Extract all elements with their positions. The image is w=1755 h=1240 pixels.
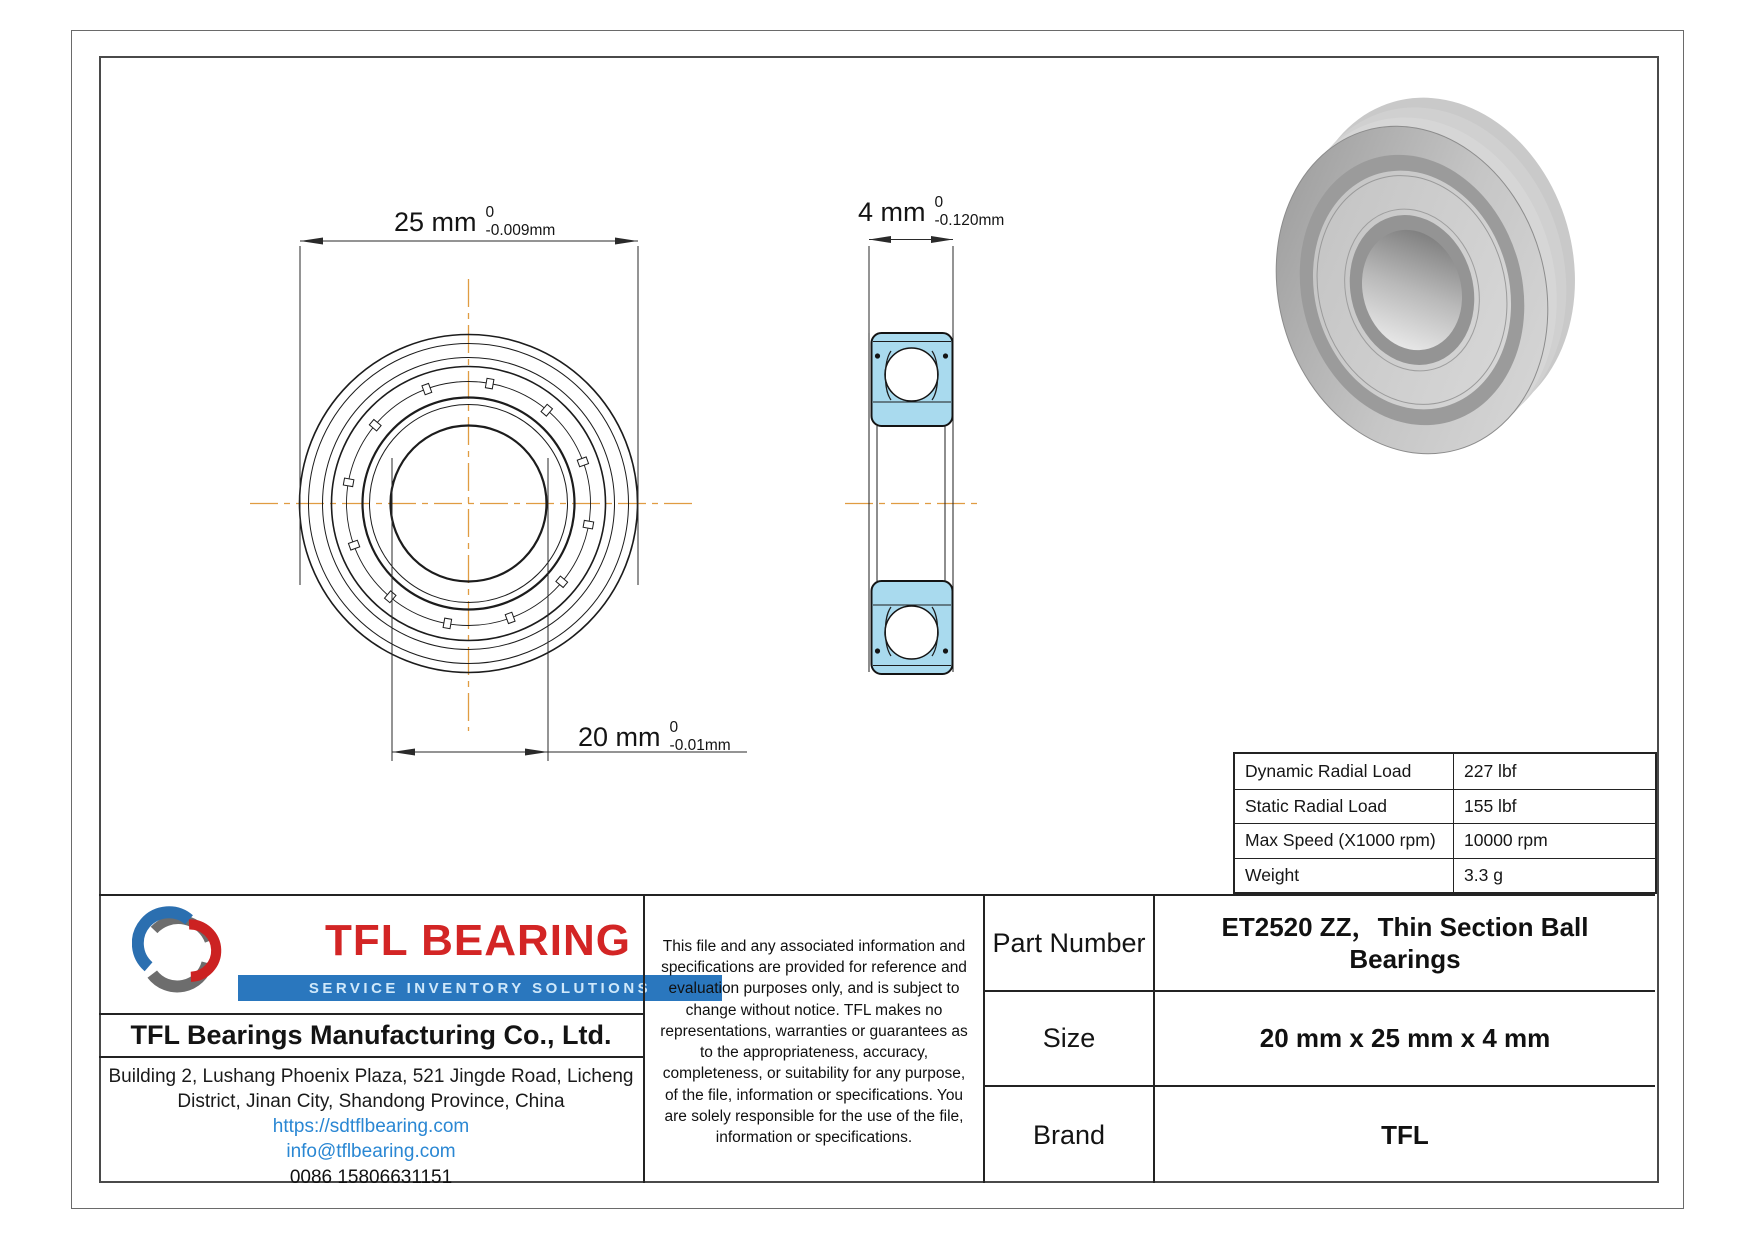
company-contact-block [99, 1058, 643, 1188]
company-info-cell [99, 896, 652, 1188]
spec-value: 227 lbf [1453, 754, 1655, 789]
company-email-link[interactable]: info@tflbearing.com [286, 1141, 456, 1163]
load-specs-table [1233, 752, 1657, 894]
spec-label: Weight [1245, 864, 1300, 885]
od-tolerance: 0 -0.009mm [485, 204, 556, 240]
company-name: TFL Bearings Manufacturing Co., Ltd. [99, 1015, 643, 1058]
bore-tolerance: 0 -0.01mm [669, 719, 731, 755]
table-row [985, 1085, 1655, 1183]
width-tolerance: 0 -0.120mm [934, 194, 1005, 230]
spec-value: 3.3 g [1453, 859, 1655, 893]
width-value: 4 mm [858, 196, 926, 227]
logo-wordmark: TFL BEARING [325, 916, 631, 965]
dimension-label-width [858, 189, 1005, 230]
product-label: Brand [985, 1087, 1155, 1183]
spec-value: 155 lbf [1453, 790, 1655, 824]
brand-value: TFL [1381, 1119, 1429, 1150]
dimension-label-od [394, 199, 556, 240]
spec-label: Max Speed (X1000 rpm) [1245, 830, 1436, 851]
logo-row [99, 896, 652, 1015]
disclaimer-text: This file and any associated information and specifications are provided for reference and evaluation purposes only, and is subject to change without notice. TFL makes no representations, warranties or guarantees as to the appropriateness, accuracy, completeness, or suitability for any purpose, of the file, information or specifications. You are solely responsible for the use of the file, information or specifications. [660, 938, 968, 1147]
table-row [1235, 858, 1655, 893]
spec-label: Static Radial Load [1245, 795, 1388, 816]
disclaimer-cell [643, 896, 985, 1183]
logo-slogan: SERVICE INVENTORY SOLUTIONS [308, 979, 652, 997]
company-website-link[interactable]: https://sdtflbearing.com [272, 1116, 470, 1138]
table-row [985, 896, 1655, 990]
company-address: Building 2, Lushang Phoenix Plaza, 521 Jingde Road, Licheng District, Jinan City, Shandong Province, China [108, 1066, 634, 1112]
product-id-table [985, 896, 1655, 1183]
bore-value: 20 mm [578, 721, 661, 752]
table-row [985, 990, 1655, 1085]
title-block-panel [99, 894, 1655, 1188]
spec-value: 10000 rpm [1453, 824, 1655, 858]
od-value: 25 mm [394, 206, 477, 237]
table-row [1235, 823, 1655, 858]
table-row [1235, 754, 1655, 789]
product-label: Size [985, 992, 1155, 1085]
part-number-value: ET2520 ZZ，Thin Section Ball Bearings [1221, 911, 1589, 974]
product-label: Part Number [985, 896, 1155, 990]
table-row [1235, 789, 1655, 824]
company-phone: 0086 15806631151 [289, 1166, 453, 1188]
tfl-logo-icon [132, 904, 224, 1000]
size-value: 20 mm x 25 mm x 4 mm [1259, 1023, 1551, 1054]
dimension-label-bore [578, 714, 731, 755]
spec-label: Dynamic Radial Load [1245, 760, 1412, 781]
